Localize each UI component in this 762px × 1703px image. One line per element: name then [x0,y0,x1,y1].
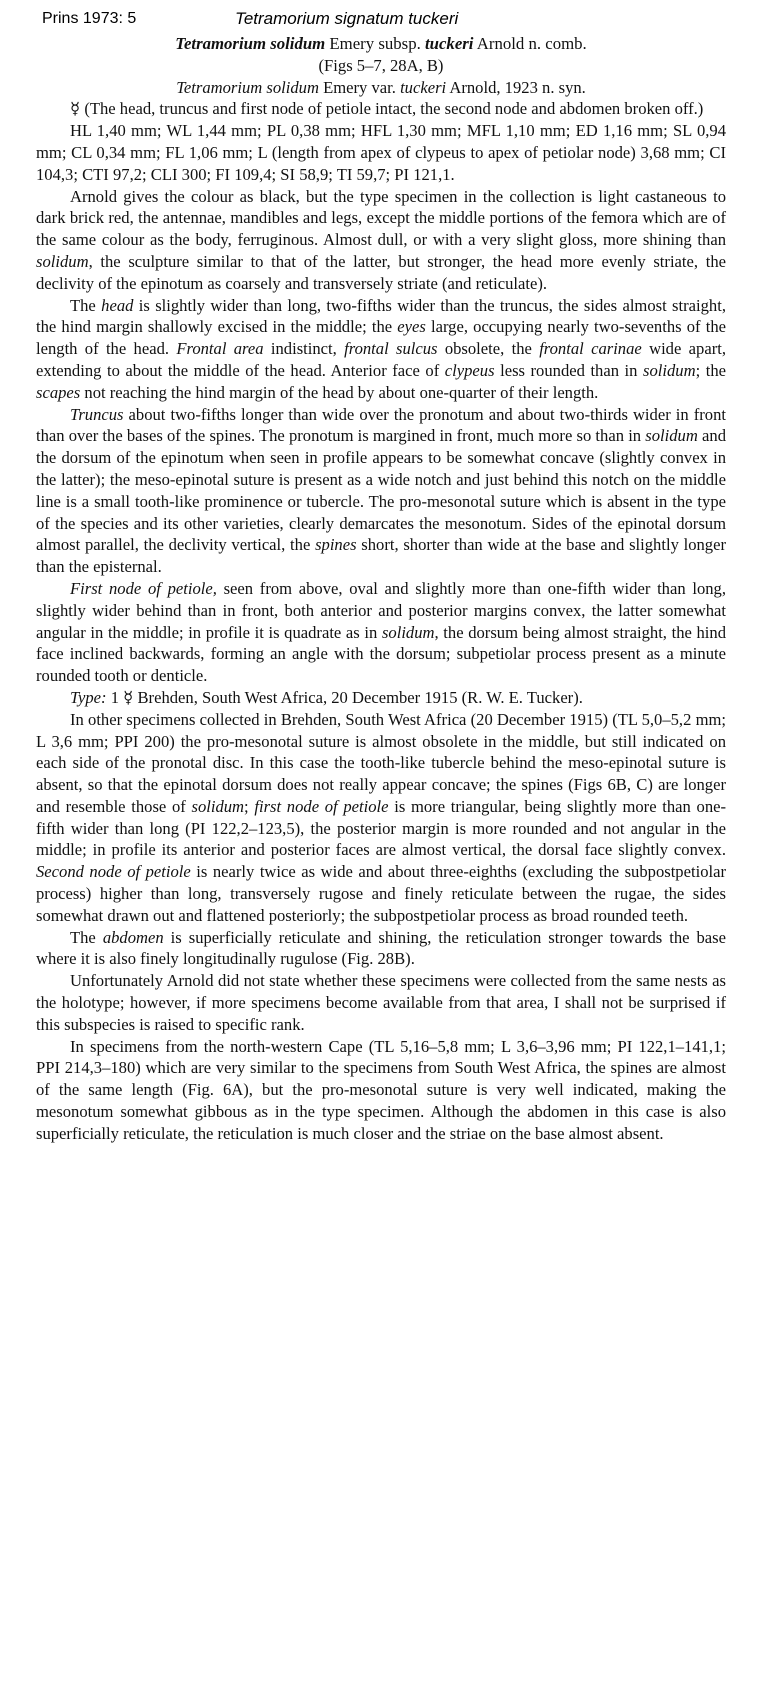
text: less rounded than in [494,360,643,380]
text: and the dorsum of the epinotum when seen in profile appears to be somewhat concave (slightly convex in the latter); the meso-epinotal suture is present as a wide notch and just behind this notch on the middle line is a small tooth-like prominence or tubercle. The pro-mesonotal suture which is absent in the type of the species and its other varieties, clearly demarcates the mesonotum. Sides of the epinotal dorsum almost parallel, the declivity vertical, the [36,426,726,555]
text: is slightly wider than long, two-fifths wider than the truncus, the sides almost straight, the hind margin shallowly excised in the middle; the [36,295,726,337]
italic-term: solidum [381,622,435,642]
text: , the sculpture similar to that of the latter, but stronger, the head more evenly striate, the declivity of the epinotum as coarsely and transversely striate (and reticulate). [36,251,726,293]
header-citation: Prins 1973: 5 [42,10,137,27]
paragraph-other-specimens [36,709,726,927]
text: not reaching the hind margin of the head by about one-quarter of their length. [80,382,599,402]
text: about two-fifths longer than wide over the pronotum and about two-thirds wider in front than over the bases of the spines. The pronotum is margined in front, much more so than in [36,404,726,446]
title-suffix: Arnold n. comb. [473,34,587,53]
paragraph-abdomen [36,927,726,971]
text: is more triangular, being slightly more than one-fifth wider than long (PI 122,2–123,5), the posterior margin is more rounded and not angular in the middle; in profile its anterior and posterior faces are almost vertical, the dorsal face slightly convex. [36,796,727,860]
italic-term: solidum [645,426,698,446]
text: is superficially reticulate and shining, the reticulation stronger towards the base where it is also finely longitudinally rugulose (Fig. 28B). [36,927,726,969]
paragraph-truncus [36,404,726,578]
title-subspecies: tuckeri [424,34,474,53]
text: 1 ☿ Brehden, South West Africa, 20 December 1915 (R. W. E. Tucker). [106,687,583,707]
italic-term: scapes [36,382,81,402]
header-taxon: Tetramorium signatum tuckeri [235,9,459,28]
title-genus-species: Tetramorium solidum [175,34,326,53]
text: short, shorter than wide at the base and slightly longer than the episternal. [36,535,726,577]
text: large, occupying nearly two-sevenths of the length of the head. [36,317,726,359]
species-title [36,33,726,55]
title-author: Emery subsp. [325,34,425,53]
paragraph-cape-specimens: In specimens from the north-western Cape (TL 5,16–5,8 mm; L 3,6–3,96 mm; PI 122,1–141,1; PPI 214,3–180) which are very similar to the specimens from South West Africa, the spines are almost of the same length (Fig. 6A), but the pro-mesonotal suture is very well indicated, making the mesonotum somewhat gibbous as in the type specimen. Although the abdomen in this case is also superficially reticulate, the reticulation is much closer and the striae on the base almost absent. [36,1036,726,1143]
text: ; the [695,360,726,380]
italic-term: First node of petiole, [70,578,217,598]
synonym-end: Arnold, 1923 n. syn. [446,77,586,97]
paragraph-petiole [36,578,726,687]
text: ; [244,796,255,816]
italic-term: head [101,295,134,315]
italic-term: Second node of petiole [36,862,191,882]
italic-term: abdomen [102,927,164,947]
synonym-var: tuckeri [400,77,447,97]
synonym-line [36,77,726,99]
italic-term: frontal sulcus [344,339,438,359]
italic-term: Frontal area [176,339,264,359]
italic-term: first node of petiole [254,796,389,816]
italic-term: solidum [36,251,89,271]
text: The [70,927,103,947]
paragraph-type [36,687,726,709]
text: indistinct, [263,339,345,359]
italic-term: solidum [191,796,245,816]
text: Arnold gives the colour as black, but the type specimen in the collection is light castaneous to dark brick red, the antennae, mandibles and legs, except the middle portions of the femora which are of the same colour as the body, ferruginous. Almost dull, or with a very slight gloss, more shining than [36,186,726,250]
paragraph-specimen-note: ☿ (The head, truncus and first node of petiole intact, the second node and abdomen broken off.) [70,99,704,119]
article-body [36,33,726,1145]
italic-term: clypeus [444,360,495,380]
text: wide apart, extending to about the middle of the head. Anterior face of [36,339,726,380]
text: , the dorsum being almost straight, the hind face inclined backwards, forming an angle with the dorsum; subpetiolar process present as a minute rounded tooth or denticle. [36,622,726,686]
text: seen from above, oval and slightly more than one-fifth wider than long, slightly wider behind than in front, both anterior and posterior margins convex, the latter somewhat angular in the middle; in profile it is quadrate as in [36,578,727,642]
figure-reference: (Figs 5–7, 28A, B) [318,55,444,75]
italic-term: spines [315,535,357,555]
italic-term: eyes [397,317,426,337]
synonym-name: Tetramorium solidum [176,77,319,97]
text: The [70,295,102,315]
text: In other specimens collected in Brehden, South West Africa (20 December 1915) (TL 5,0–5,2 mm; L 3,6 mm; PPI 200) the pro-mesonotal suture is almost obsolete in the middle, but still indicated on each side of the pronotal disc. In this case the tooth-like tubercle behind the meso-epinotal suture is absent, so that the epinotal dorsum does not really appear concave; the spines (Figs 6B, C) are longer and resemble those of [36,709,726,816]
italic-term: Truncus [70,404,124,424]
synonym-mid: Emery var. [318,77,401,97]
paragraph-arnold-note: Unfortunately Arnold did not state whether these specimens were collected from the same nests as the holotype; however, if more specimens become available from that area, I shall not be surprised if this subspecies is raised to specific rank. [36,971,726,1034]
italic-term: solidum [643,360,696,380]
paragraph-colour [36,186,726,295]
text: obsolete, the [437,339,540,359]
italic-term: frontal carinae [539,339,642,359]
italic-term: Type: [70,687,107,707]
paragraph-measurements: HL 1,40 mm; WL 1,44 mm; PL 0,38 mm; HFL 1,30 mm; MFL 1,10 mm; ED 1,16 mm; SL 0,94 mm; CL 0,34 mm; FL 1,06 mm; L (length from apex of clypeus to apex of petiolar node) 3,68 mm; CI 104,3; CTI 97,2; CLI 300; FI 109,4; SI 58,9; TI 59,7; PI 121,1. [36,121,726,184]
paragraph-head [36,295,726,404]
text: is nearly twice as wide and about three-eighths (excluding the subpostpetiolar process) higher than long, transversely rugose and finely reticulate between the rugae, the sides somewhat drawn out and flattened posteriorly; the subpostpetiolar process as broad rounded teeth. [36,862,726,925]
